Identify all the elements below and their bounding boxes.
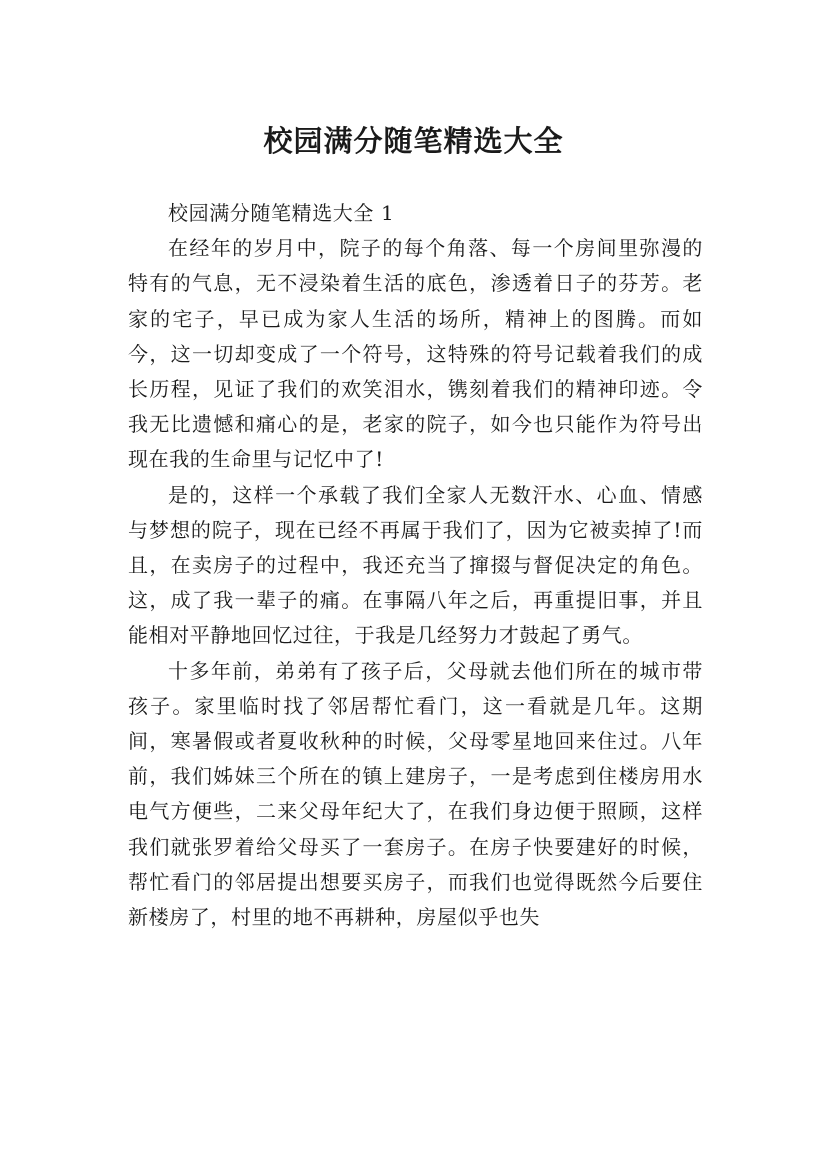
document-body — [128, 196, 703, 935]
paragraph-1: 在经年的岁月中，院子的每个角落、每一个房间里弥漫的特有的气息，无不浸染着生活的底色，渗透着日子的芬芳。老家的宅子，早已成为家人生活的场所，精神上的图腾。而如今，这一切却变成了一个符号，这特殊的符号记载着我们的成长历程，见证了我们的欢笑泪水，镌刻着我们的精神印迹。令我无比遗憾和痛心的是，老家的院子，如今也只能作为符号出现在我的生命里与记忆中了! — [128, 236, 703, 472]
paragraph-2: 是的，这样一个承载了我们全家人无数汗水、心血、情感与梦想的院子，现在已经不再属于我们了，因为它被卖掉了!而且，在卖房子的过程中，我还充当了撺掇与督促决定的角色。这，成了我一辈子的痛。在事隔八年之后，再重提旧事，并且能相对平静地回忆过往，于我是几经努力才鼓起了勇气。 — [128, 482, 703, 648]
document-title: 校园满分随笔精选大全 — [263, 124, 564, 159]
section-heading: 校园满分随笔精选大全 1 — [168, 201, 395, 225]
paragraph-3: 十多年前，弟弟有了孩子后，父母就去他们所在的城市带孩子。家里临时找了邻居帮忙看门，这一看就是几年。这期间，寒暑假或者夏收秋种的时候，父母零星地回来住过。八年前，我们姊妹三个所在的镇上建房子，一是考虑到住楼房用水电气方便些，二来父母年纪大了，在我们身边便于照顾，这样我们就张罗着给父母买了一套房子。在房子快要建好的时候，帮忙看门的邻居提出想要买房子，而我们也觉得既然今后要住新楼房了，村里的地不再耕种，房屋似乎也失 — [128, 658, 703, 930]
